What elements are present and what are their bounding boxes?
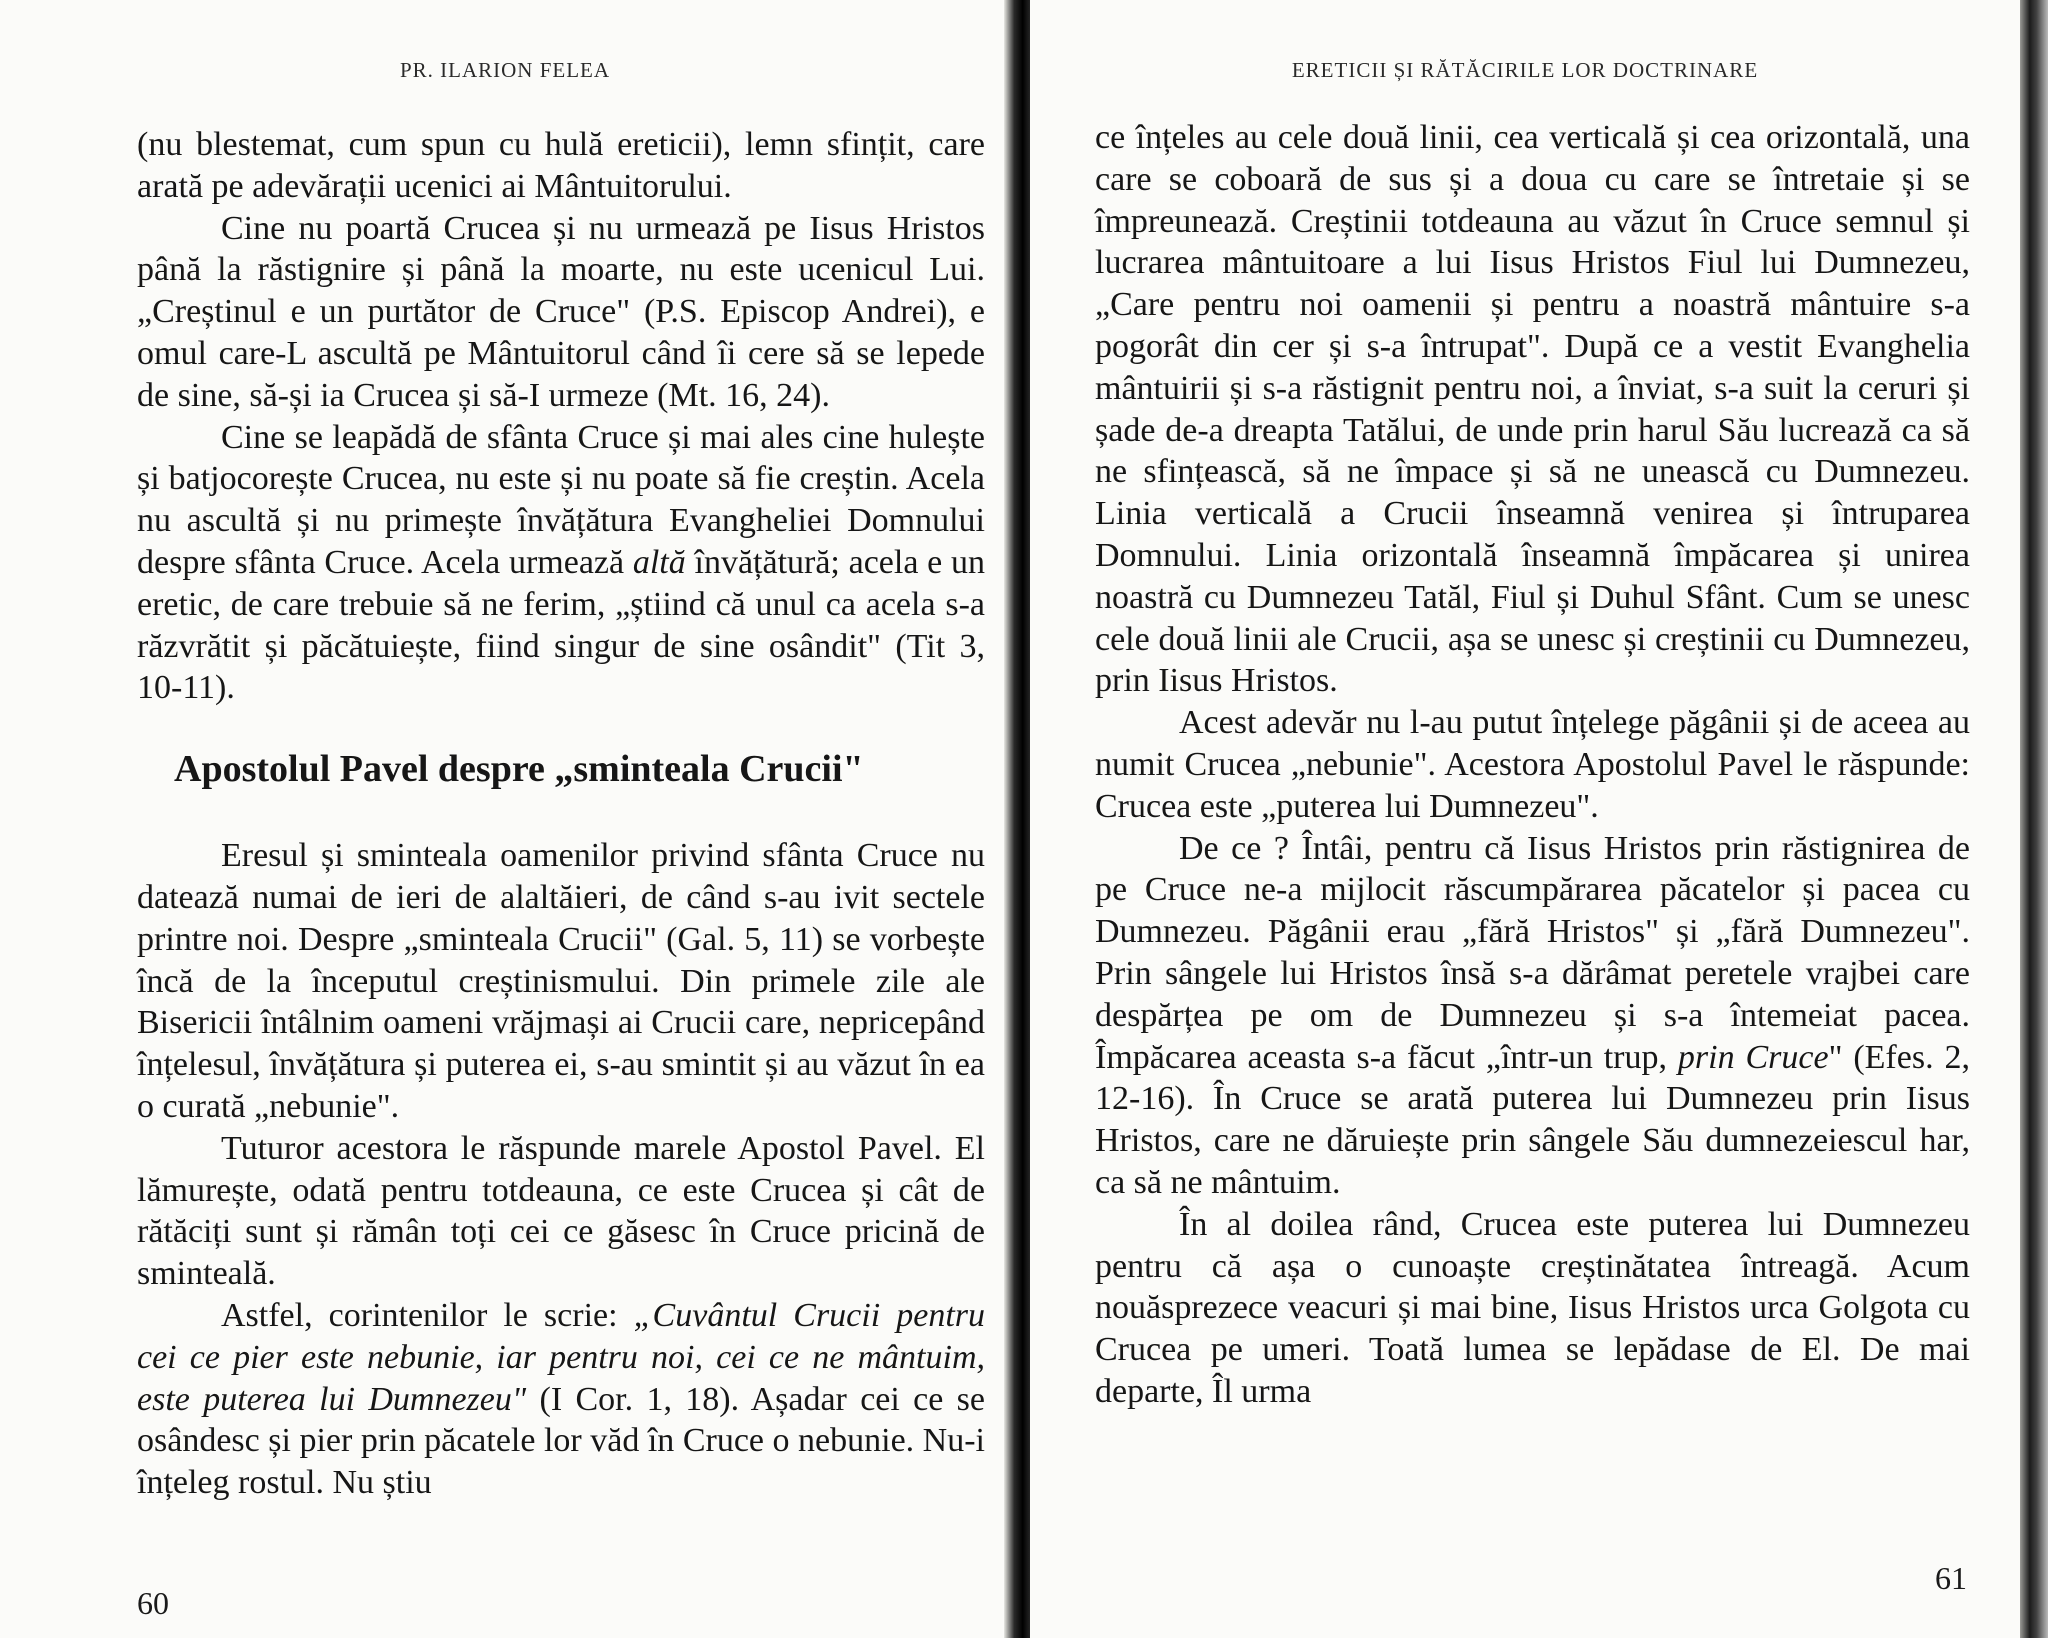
- left-page: [0, 0, 1010, 1638]
- text-run: De ce ? Întâi, pentru că Iisus Hristos prin răstignirea de pe Cruce ne-a mijlocit răscumpărarea păcatelor și pacea cu Dumnezeu. Păgânii erau „fără Hristos" și „fără Dumnezeu". Prin sângele lui Hristos însă s-a dărâmat peretele vrajbei care despărțea pe om de Dumnezeu și s-a întemeiat pacea. Împăcarea aceasta s-a făcut „într-un trup,: [1095, 829, 1970, 1076]
- section-heading: Apostolul Pavel despre „sminteala Crucii": [174, 748, 864, 791]
- paragraph: (nu blestemat, cum spun cu hulă ereticii), lemn sfințit, care arată pe adevărații ucenici ai Mântuitorului.: [137, 126, 985, 205]
- page-number: 60: [137, 1585, 169, 1621]
- text-run: învățătură; acela e un eretic, de care trebuie să ne ferim, „știind că unul ca acela s-a răzvrătit și păcătuiește, fiind singur de sine osândit" (Tit 3, 10-11).: [137, 543, 986, 707]
- page-number: 61: [1935, 1560, 1967, 1596]
- italic-text: altă: [632, 543, 686, 581]
- italic-text: prin Cruce: [1677, 1038, 1829, 1076]
- paragraph: [1095, 828, 1970, 1204]
- text-run: (I Cor. 1, 18). Așadar cei ce se osândesc și pier prin păcatele lor văd în Cruce o nebunie. Nu-i înțeleg rostul. Nu știu: [137, 1380, 986, 1502]
- paragraph: Cine nu poartă Crucea și nu urmează pe Iisus Hristos până la răstignire și până la moarte, nu este ucenicul Lui. „Creștinul e un purtător de Cruce" (P.S. Episcop Andrei), e omul care-L ascultă pe Mântuitorul când îi cere să se lepede de sine, să-și ia Crucea și să-I urmeze (Mt. 16, 24).: [137, 209, 985, 414]
- text-run: " (Efes. 2, 12-16). În Cruce se arată puterea lui Dumnezeu prin Iisus Hristos, care ne dăruiește prin sângele Său dumnezeiescul har, ca să ne mântuim.: [1095, 1038, 1970, 1201]
- left-running-head: PR. ILARION FELEA: [399, 58, 611, 82]
- paragraph: [137, 1295, 985, 1504]
- paragraph: Eresul și sminteala oamenilor privind sfânta Cruce nu datează numai de ieri de alaltăieri, de când s-au ivit sectele printre noi. Despre „sminteala Crucii" (Gal. 5, 11) se vorbește încă de la începutul creștinismului. Din primele zile ale Bisericii întâlnim oameni vrăjmași ai Crucii care, nepricepând înțelesul, învățătura și puterea ei, s-au smintit și au văzut în ea o curată „nebunie".: [137, 837, 985, 1125]
- paragraph: Acest adevăr nu l-au putut înțelege păgânii și de aceea au numit Crucea „nebunie". Acestora Apostolul Pavel le răspunde: Crucea este „puterea lui Dumnezeu".: [1095, 704, 1970, 825]
- text-run: Cine se leapădă de sfânta Cruce și mai ales cine hulește și batjocorește Crucea, nu este și nu poate să fie creștin. Acela nu ascultă și nu primește învățătura Evangheliei Domnului despre sfânta Cruce. Acela urmează: [137, 418, 985, 581]
- paragraph: ce înțeles au cele două linii, cea verticală și cea orizontală, una care se coboară de sus și a doua cu care se întretaie și se împreunează. Creștinii totdeauna au văzut în Cruce semnul și lucrarea mântuitoare a lui Iisus Hristos Fiul lui Dumnezeu, „Care pentru noi oamenii și pentru a noastră mântuire s-a pogorât din cer și s-a întrupat". După ce a vestit Evanghelia mântuirii și s-a răstignit pentru noi, a înviat, s-a suit la ceruri și șade de-a dreapta Tatălui, de unde prin harul Său lucrează ca să ne sfințească, să ne împace și să ne unească cu Dumnezeu. Linia verticală a Crucii înseamnă venirea și întruparea Domnului. Linia orizontală înseamnă împăcarea și unirea noastră cu Dumnezeu Tatăl, Fiul și Duhul Sfânt. Cum se unesc cele două linii ale Crucii, așa se unesc și creștinii cu Dumnezeu, prin Iisus Hristos.: [1095, 119, 1970, 700]
- paragraph: [137, 417, 985, 710]
- right-page: [1030, 0, 2020, 1638]
- paragraph: Tuturor acestora le răspunde marele Apostol Pavel. El lămurește, odată pentru totdeauna, ce este Crucea și cât de rătăciți sunt și rămân toți cei ce găsesc în Cruce pricină de sminteală.: [137, 1129, 985, 1293]
- right-running-head: ERETICII ȘI RĂTĂCIRILE LOR DOCTRINARE: [1291, 58, 1759, 82]
- page-edge-shadow: [2020, 0, 2048, 1638]
- text-run: Astfel, corintenilor le scrie:: [221, 1296, 618, 1334]
- right-text-block: [1095, 117, 1970, 1413]
- left-text-block: [137, 124, 985, 1504]
- italic-quote: „Cuvântul Crucii pentru cei ce pier este nebunie, iar pentru noi, cei ce ne mântuim, este puterea lui Dumnezeu": [137, 1296, 986, 1418]
- paragraph: În al doilea rând, Crucea este puterea lui Dumnezeu pentru că așa o cunoaște creștinătatea întreagă. Acum nouăsprezece veacuri și mai bine, Iisus Hristos urca Golgota cu Crucea pe umeri. Toată lumea se lepădase de El. De mai departe, Îl urma: [1095, 1205, 1970, 1410]
